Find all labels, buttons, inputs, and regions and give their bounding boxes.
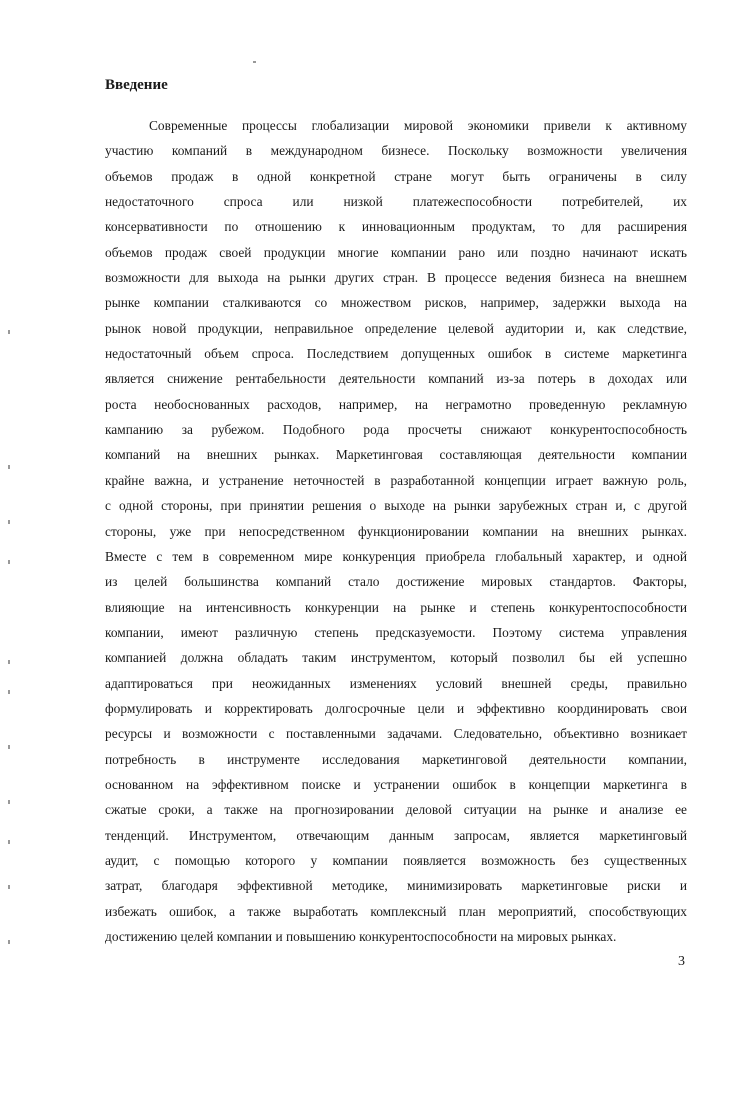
paragraph-line: потребность в инструменте исследования маркетинговой деятельности компании, (105, 751, 687, 767)
page-number: 3 (678, 954, 685, 969)
paragraph-line: Вместе с тем в современном мире конкуренция приобрела глобальный характер, и одной (105, 548, 687, 564)
paragraph-line: недостаточного спроса или низкой платежеспособности потребителей, их (105, 194, 687, 210)
paragraph-line: тенденций. Инструментом, отвечающим данным запросам, является маркетинговый (105, 827, 687, 843)
scan-mark (8, 940, 10, 944)
scan-mark (8, 330, 10, 334)
paragraph-line: с одной стороны, при принятии решения о выходе на рынки зарубежных стран и, с другой (105, 498, 687, 514)
scan-mark (8, 560, 10, 564)
paragraph-line: адаптироваться при неожиданных изменениях условий внешней среды, правильно (105, 675, 687, 691)
paragraph-line: компанией должна обладать таким инструментом, который позволил бы ей успешно (105, 650, 687, 666)
scan-mark (253, 61, 256, 63)
paragraph-line: из целей большинства компаний стало достижение мировых стандартов. Факторы, (105, 574, 687, 590)
scan-mark (8, 465, 10, 469)
paragraph-line: затрат, благодаря эффективной методике, минимизировать маркетинговые риски и (105, 878, 687, 894)
paragraph-line: компании, имеют различную степень предсказуемости. Поэтому система управления (105, 624, 687, 640)
paragraph-line: ресурсы и возможности с поставленными задачами. Следовательно, объективно возникает (105, 726, 687, 742)
paragraph-line: избежать ошибок, а также выработать комплексный план мероприятий, способствующих (105, 903, 687, 919)
paragraph-line: кампанию за рубежом. Подобного рода просчеты снижают конкурентоспособность (105, 422, 687, 438)
paragraph-line: Современные процессы глобализации мировой экономики привели к активному (149, 118, 687, 133)
paragraph-line: стороны, уже при непосредственном функционировании компании на внешних рынках. (105, 523, 687, 539)
paragraph-line: достижению целей компании и повышению конкурентоспособности на мировых рынках. (105, 929, 617, 944)
introduction-paragraph (105, 113, 687, 949)
paragraph-line: возможности для выхода на рынки других стран. В процессе ведения бизнеса на внешнем (105, 270, 687, 286)
paragraph-line: компаний на внешних рынках. Маркетинговая составляющая деятельности компании (105, 447, 687, 463)
scan-mark (8, 690, 10, 694)
paragraph-line: сжатые сроки, а также на прогнозировании деловой ситуации на рынке и анализе ее (105, 802, 687, 818)
scan-mark (8, 660, 10, 664)
paragraph-line: роста необоснованных расходов, например, на неграмотно проведенную рекламную (105, 396, 687, 412)
scan-mark (8, 800, 10, 804)
paragraph-line: участию компаний в международном бизнесе. Поскольку возможности увеличения (105, 143, 687, 159)
paragraph-line: недостаточный объем спроса. Последствием допущенных ошибок в системе маркетинга (105, 346, 687, 362)
scan-mark (8, 745, 10, 749)
paragraph-line: объемов продаж своей продукции многие компании рано или поздно начинают искать (105, 244, 687, 260)
paragraph-line: рынок новой продукции, неправильное определение целевой аудитории и, как следствие, (105, 320, 687, 336)
paragraph-line: объемов продаж в одной конкретной стране могут быть ограничены в силу (105, 168, 687, 184)
paragraph-line: основанном на эффективном поиске и устранении ошибок в концепции маркетинга в (105, 776, 687, 792)
paragraph-line: формулировать и корректировать долгосрочные цели и эффективно координировать свои (105, 700, 687, 716)
section-heading: Введение (105, 77, 168, 93)
paragraph-line: влияющие на интенсивность конкуренции на рынке и степень конкурентоспособности (105, 599, 687, 615)
paragraph-line: крайне важна, и устранение неточностей в разработанной концепции играет важную роль, (105, 472, 687, 488)
scan-mark (8, 520, 10, 524)
paragraph-line: консервативности по отношению к инновационным продуктам, то для расширения (105, 219, 687, 235)
scan-mark (8, 840, 10, 844)
scan-mark (8, 885, 10, 889)
paragraph-line: аудит, с помощью которого у компании появляется возможность без существенных (105, 852, 687, 868)
paragraph-line: является снижение рентабельности деятельности компаний из-за потерь в доходах или (105, 371, 687, 387)
paragraph-line: рынке компании сталкиваются со множеством рисков, например, задержки выхода на (105, 295, 687, 311)
